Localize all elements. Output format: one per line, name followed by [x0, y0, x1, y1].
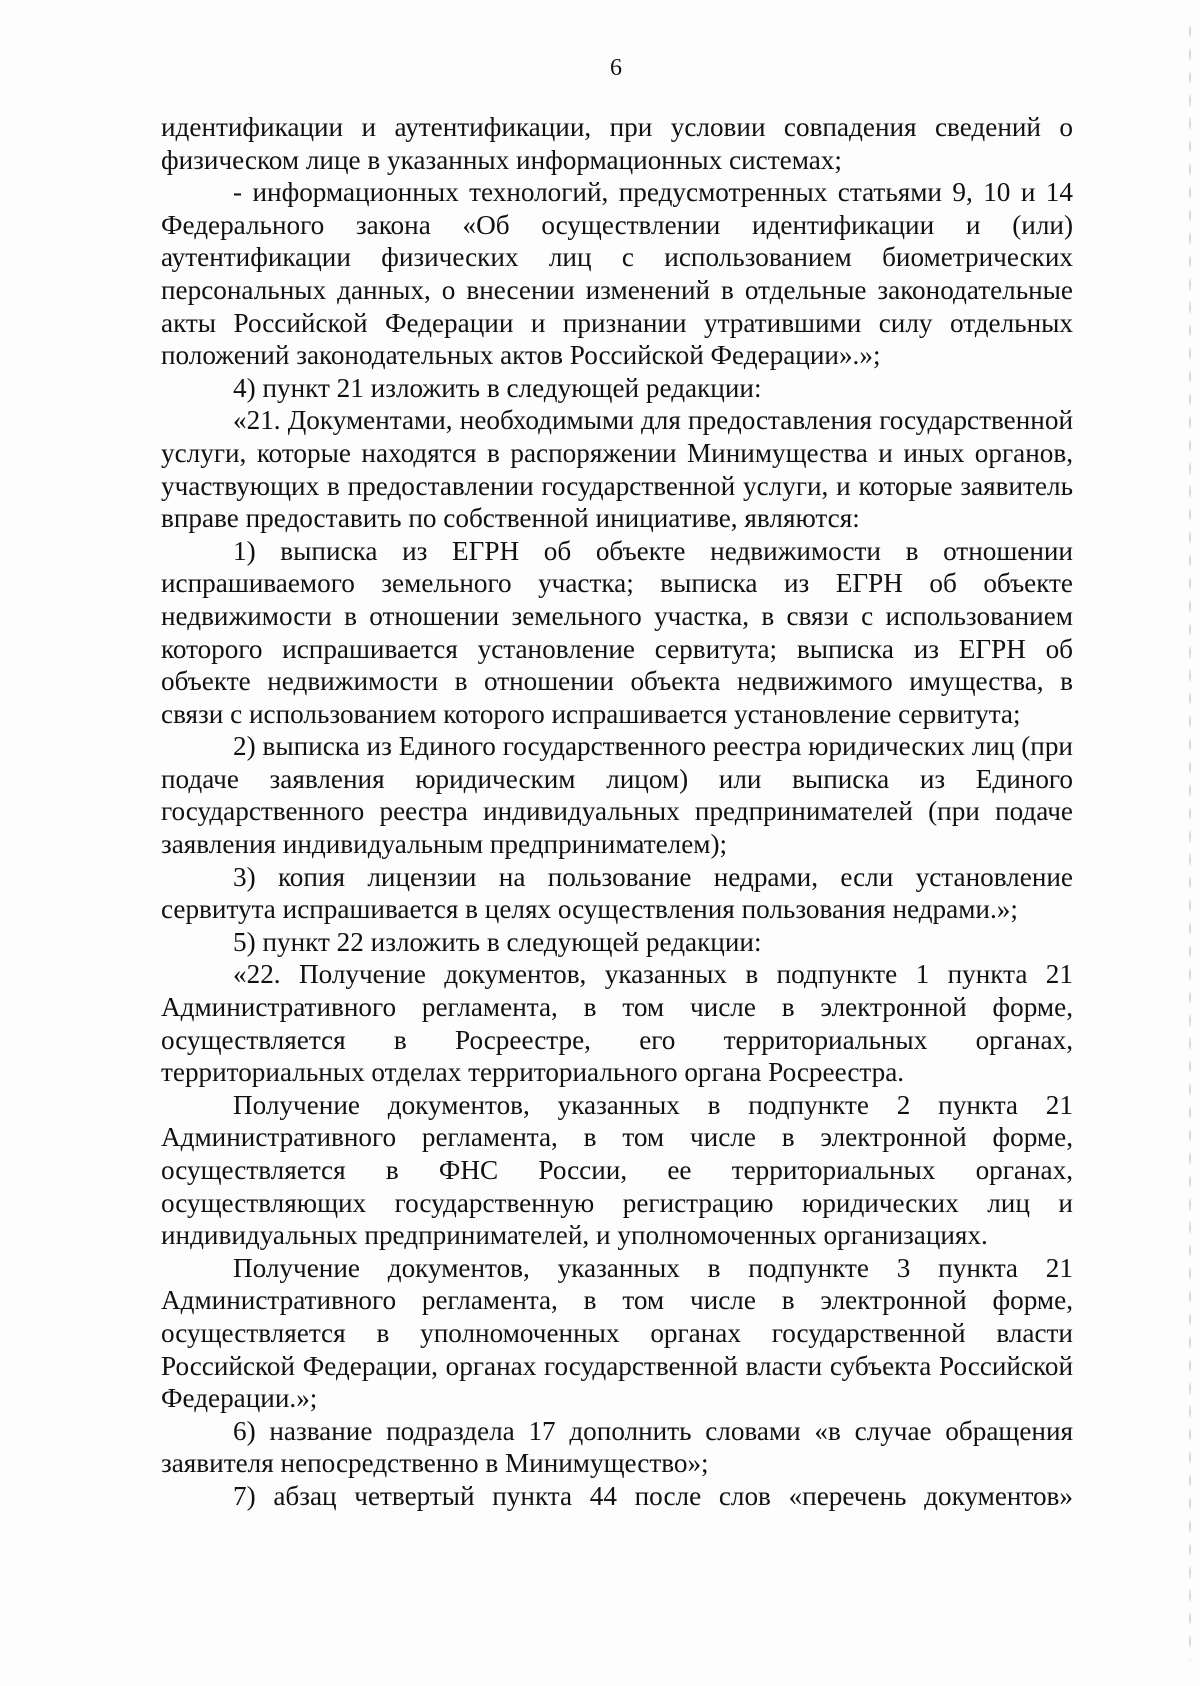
paragraph-item-6: 6) название подраздела 17 дополнить словами «в случае обращения заявителя непосредственно в Минимущество»;: [161, 1415, 1073, 1479]
scan-edge-artifact: [1188, 20, 1192, 1660]
paragraph-subitem-3: 3) копия лицензии на пользование недрами, если установление сервитута испрашивается в целях осуществления пользования недрами.»;: [161, 861, 1073, 925]
paragraph-clause-22: «22. Получение документов, указанных в подпункте 1 пункта 21 Административного регламента, в том числе в электронной форме, осуществляется в Росреестре, его территориальных органах, территориальных отделах территориального органа Росреестра.: [161, 959, 1073, 1088]
paragraph-item-7: 7) абзац четвертый пункта 44 после слов «перечень документов»: [233, 1480, 1073, 1511]
paragraph-item-4: 4) пункт 21 изложить в следующей редакции:: [233, 372, 762, 403]
page-number: 6: [610, 55, 622, 81]
paragraph-clause-22-part-3: Получение документов, указанных в подпункте 3 пункта 21 Административного регламента, в том числе в электронной форме, осуществляется в уполномоченных органах государственной власти Российской Федерации, органах государственной власти субъекта Российской Федерации.»;: [161, 1252, 1073, 1414]
document-body: [161, 111, 1073, 1513]
paragraph-clause-21: «21. Документами, необходимыми для предоставления государственной услуги, которые находятся в распоряжении Минимущества и иных органов, участвующих в предоставлении государственной услуги, и которые заявитель вправе предоставить по собственной инициативе, являются:: [161, 405, 1073, 534]
paragraph-continuation: идентификации и аутентификации, при условии совпадения сведений о физическом лице в указанных информационных системах;: [161, 112, 1073, 175]
paragraph-item-5: 5) пункт 22 изложить в следующей редакции:: [233, 926, 762, 957]
paragraph-subitem-1: 1) выписка из ЕГРН об объекте недвижимости в отношении испрашиваемого земельного участка; выписка из ЕГРН об объекте недвижимости в отношении земельного участка, в связи с использованием которого испрашивается установление сервитута; выписка из ЕГРН об объекте недвижимости в отношении объекта недвижимого имущества, в связи с использованием которого испрашивается установление сервитута;: [161, 535, 1073, 729]
paragraph-subitem-2: 2) выписка из Единого государственного реестра юридических лиц (при подаче заявления юридическим лицом) или выписка из Единого государственного реестра индивидуальных предпринимателей (при подаче заявления индивидуальным предпринимателем);: [161, 731, 1073, 860]
paragraph-clause-22-part-2: Получение документов, указанных в подпункте 2 пункта 21 Административного регламента, в том числе в электронной форме, осуществляется в ФНС России, ее территориальных органах, осуществляющих государственную регистрацию юридических лиц и индивидуальных предпринимателей, и уполномоченных организациях.: [161, 1089, 1073, 1251]
paragraph-list-item: - информационных технологий, предусмотренных статьями 9, 10 и 14 Федерального закона «Об осуществлении идентификации и (или) аутентификации физических лиц с использованием биометрических персональных данных, о внесении изменений в отдельные законодательные акты Российской Федерации и признании утратившими силу отдельных положений законодательных актов Российской Федерации».»;: [161, 177, 1073, 371]
